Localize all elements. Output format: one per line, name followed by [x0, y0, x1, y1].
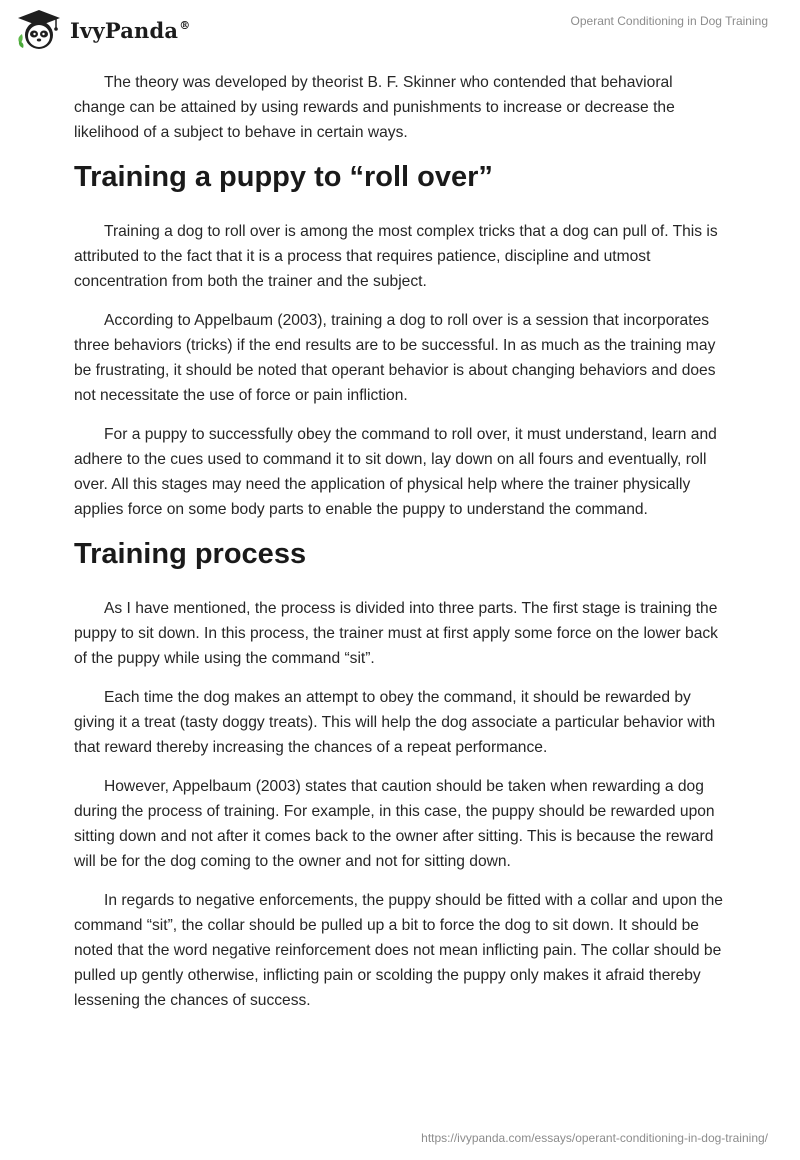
section-heading-roll-over: Training a puppy to “roll over” [74, 161, 493, 193]
paragraph: However, Appelbaum (2003) states that caution should be taken when rewarding a dog during the process of training. For example, in this case, the puppy should be rewarded upon sitting down and not after it comes back to the owner after sitting. This is because the reward will be for the dog coming to the owner and not for sitting down. [74, 778, 715, 870]
panda-logo-icon [14, 8, 64, 52]
paragraph: As I have mentioned, the process is divided into three parts. The first stage is training the puppy to sit down. In this process, the trainer must at first apply some force on the lower back of the puppy while using the command “sit”. [74, 600, 718, 667]
section-heading-training-process: Training process [74, 538, 307, 570]
paragraph: For a puppy to successfully obey the command to roll over, it must understand, learn and adhere to the cues used to command it to sit down, lay down on all fours and eventually, roll over. All this stages may need the application of physical help where the trainer physically applies force on some body parts to enable the puppy to understand the command. [74, 426, 717, 518]
paragraph: According to Appelbaum (2003), training a dog to roll over is a session that incorporates three behaviors (tricks) if the end results are to be successful. In as much as the training may be frustrating, it should be noted that operant behavior is about changing behaviors and does not necessitate the use of force or pain infliction. [74, 312, 716, 404]
page-header [0, 0, 800, 60]
intro-paragraph: The theory was developed by theorist B. F. Skinner who contended that behavioral change can be attained by using rewards and punishments to increase or decrease the likelihood of a subject to behave in certain ways. [74, 74, 675, 141]
paragraph: In regards to negative enforcements, the puppy should be fitted with a collar and upon the command “sit”, the collar should be pulled up a bit to force the dog to sit down. It should be noted that the word negative reinforcement does not mean inflicting pain. The collar should be pulled up gently otherwise, inflicting pain or scolding the puppy only makes it afraid thereby lessening the chances of success. [74, 892, 723, 1009]
source-url-link[interactable]: https://ivypanda.com/essays/operant-conditioning-in-dog-training/ [421, 1131, 768, 1145]
essay-content [74, 70, 726, 1027]
paragraph: Training a dog to roll over is among the most complex tricks that a dog can pull of. This is attributed to the fact that it is a process that requires patience, discipline and utmost concentration from both the trainer and the subject. [74, 223, 718, 290]
paragraph: Each time the dog makes an attempt to obey the command, it should be rewarded by giving it a treat (tasty doggy treats). This will help the dog associate a particular behavior with that reward thereby increasing the chances of a repeat performance. [74, 689, 716, 756]
brand-name: IvyPanda® [70, 17, 191, 43]
document-title: Operant Conditioning in Dog Training [570, 14, 768, 28]
brand-logo[interactable] [14, 8, 190, 52]
